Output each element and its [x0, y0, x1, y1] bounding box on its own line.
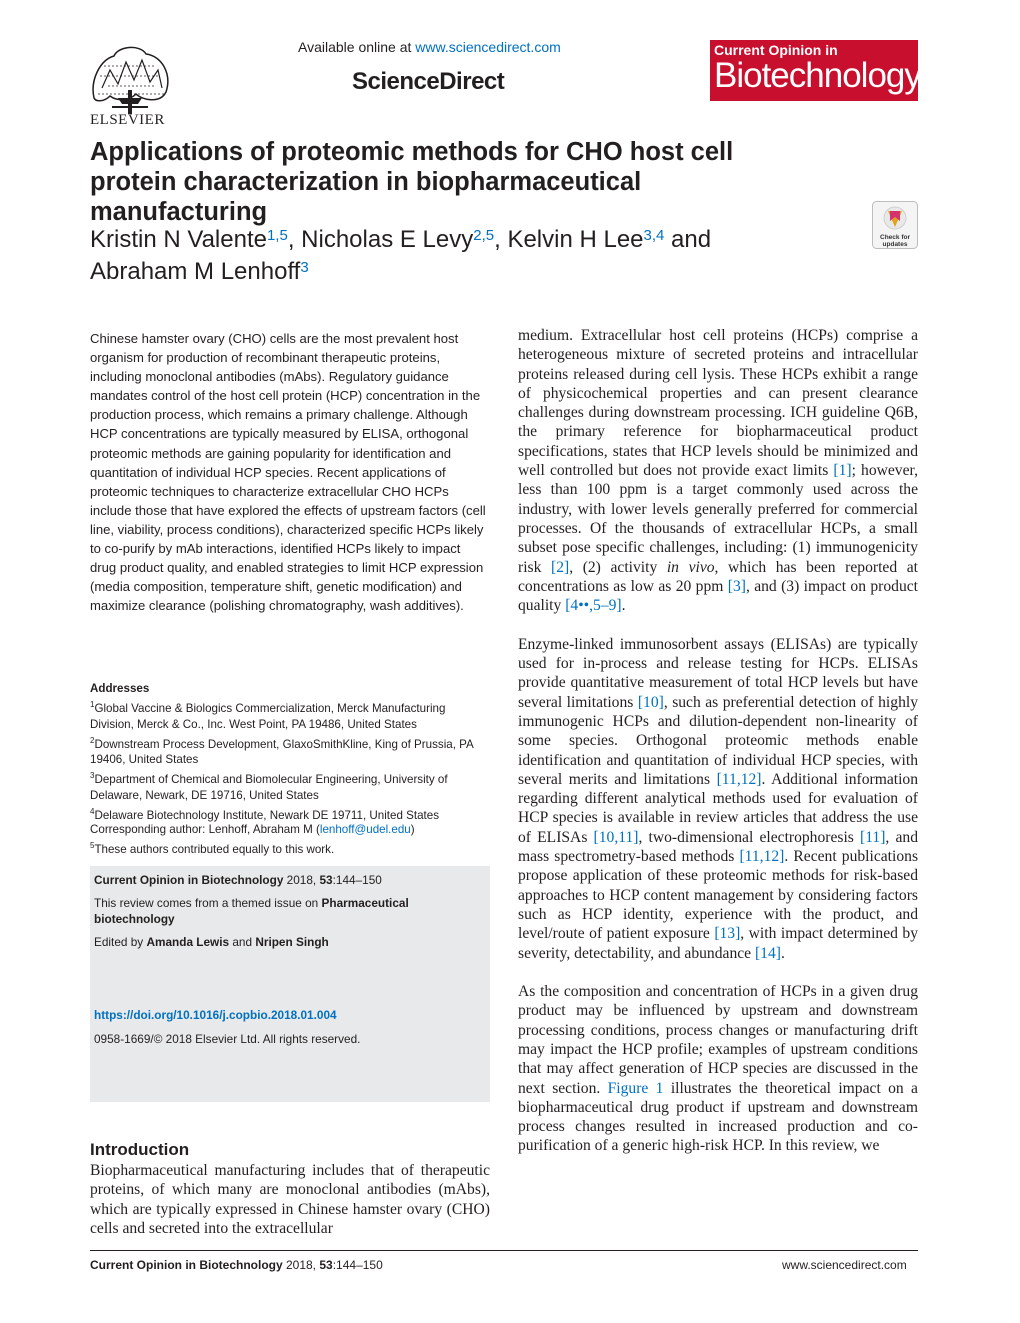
citation-link[interactable]: [11,12] — [716, 770, 762, 788]
infobox-year: 2018, — [283, 873, 320, 887]
introduction-heading: Introduction — [90, 1140, 190, 1159]
author-list — [90, 224, 810, 288]
address-number: 3 — [90, 771, 95, 781]
corresponding-email-link[interactable]: lenhoff@udel.edu — [319, 823, 411, 836]
footer-pages: :144–150 — [332, 1258, 383, 1272]
svg-text:Check for: Check for — [880, 234, 910, 241]
address-text: Department of Chemical and Biomolecular Engineering, University of Delaware, Newark, DE 19716, United States — [90, 773, 448, 803]
author-affiliation-sup[interactable]: 1,5 — [266, 227, 288, 244]
citation-link[interactable]: [11,12] — [739, 848, 785, 866]
body-text-run: medium. Extracellular host cell proteins (HCPs) comprise a heterogeneous mixture of secreted proteins and intracellular proteins released during cell lysis. These HCPs exhibit a range of physicochemical properties and can present clearance challenges during downstream processing. ICH guideline Q6B, the primary reference for biopharmaceutical product specifications, states that HCP levels should be minimized and well controlled but does not provide exact limits — [518, 327, 918, 480]
author-affiliation-sup[interactable]: 3,4 — [643, 227, 665, 244]
address-item — [90, 697, 490, 733]
available-prefix: Available online at — [298, 39, 416, 55]
author-separator: , — [287, 226, 302, 253]
corresponding-author-block — [90, 822, 490, 858]
footer-site-link[interactable]: www.sciencedirect.com — [782, 1258, 907, 1272]
infobox-copyright: 0958-1669/© 2018 Elsevier Ltd. All rights reserved. — [94, 1032, 361, 1046]
publisher-wordmark: ELSEVIER — [90, 112, 165, 128]
elsevier-tree-logo-icon — [88, 40, 172, 114]
body-text-run: , and mass spectrometry-based methods — [518, 828, 918, 866]
body-text-run: . — [621, 597, 626, 615]
doi-link[interactable]: https://doi.org/10.1016/j.copbio.2018.01.004 — [94, 1008, 337, 1022]
check-for-updates-icon[interactable] — [872, 201, 918, 249]
body-text-run: , and (3) impact on product quality — [518, 577, 918, 615]
body-text-run: . Additional information regarding different analytical methods used for evaluation of HCP species is available in review articles that address the use of ELISAs — [518, 770, 918, 846]
right-column-body — [518, 326, 918, 1156]
address-number: 2 — [90, 735, 95, 745]
addresses-list — [90, 697, 490, 824]
infobox-pages: :144–150 — [332, 873, 382, 887]
infobox-editors-and: and — [229, 935, 256, 949]
address-item — [90, 768, 490, 804]
author-affiliation-sup[interactable]: 2,5 — [473, 227, 495, 244]
infobox-journal: Current Opinion in Biotechnology — [94, 873, 284, 887]
citation-link[interactable]: [3] — [727, 577, 746, 595]
infobox-theme-prefix: This review comes from a themed issue on — [94, 896, 322, 910]
author-separator: and — [664, 226, 712, 253]
citation-link[interactable]: [13] — [714, 925, 741, 943]
addresses-block — [90, 681, 490, 824]
body-text-run: ; however, less than 100 ppm is a target commonly used across the industry, with lower levels generally preferred for commercial processes. Of the thousands of extracellular HCPs, a small subset pose specific challenges, including: (1) immunogenicity risk — [518, 462, 918, 576]
footer-year: 2018, — [282, 1258, 320, 1272]
article-title: Applications of proteomic methods for CHO host cell protein characterization in biopharmaceutical manufacturing — [90, 138, 734, 226]
infobox-theme — [94, 896, 484, 927]
body-text-run: Enzyme-linked immunosorbent assays (ELISAs) are typically used for in-process and release testing for HCPs. ELISAs provide quantitative measurement of total HCP levels but have several limitations — [518, 635, 918, 711]
equal-contribution-note — [90, 838, 490, 858]
body-text-run: , which has been reported at concentrations as low as 20 ppm — [518, 558, 918, 595]
body-paragraph-3 — [518, 982, 918, 1156]
article-info-box — [90, 866, 490, 1102]
author-separator: , — [494, 226, 508, 253]
corresponding-prefix: Corresponding author: Lenhoff, Abraham M ( — [90, 823, 320, 836]
citation-link[interactable]: [1] — [833, 462, 852, 480]
citation-link[interactable]: [10,11] — [593, 828, 639, 846]
equal-note-number: 5 — [90, 840, 95, 850]
address-text: Global Vaccine & Biologics Commercialization, Merck Manufacturing Division, Merck & Co., Inc. West Point, PA 19486, United States — [90, 701, 446, 731]
body-text-run: As the composition and concentration of HCPs in a given drug product may be influenced by upstream and downstream processing conditions, process changes or manufacturing drift may impact the HCP profile; examples of upstream conditions that may affect generation of HCP species are discussed in the next section. — [518, 983, 918, 1097]
svg-text:updates: updates — [882, 241, 908, 248]
address-number: 4 — [90, 806, 95, 816]
body-paragraph-2 — [518, 635, 918, 963]
body-text-run: illustrates the theoretical impact on a biopharmaceutical drug product if upstream and downstream process changes resulted in increased production and co-purification of a generic high-risk HCP. In this review, we — [518, 1079, 918, 1155]
available-online-line — [298, 39, 561, 55]
journal-banner-small: Current Opinion in — [714, 42, 838, 58]
citation-link[interactable]: [2] — [551, 558, 570, 576]
sciencedirect-link[interactable]: www.sciencedirect.com — [415, 39, 561, 55]
addresses-heading: Addresses — [90, 682, 150, 695]
equal-note-text: These authors contributed equally to this work. — [94, 842, 335, 856]
journal-banner — [710, 40, 921, 101]
author-name: Abraham M Lenhoff — [90, 258, 301, 285]
citation-link[interactable]: [4••,5–9] — [565, 597, 622, 615]
sciencedirect-wordmark: ScienceDirect — [352, 68, 505, 95]
figure-link[interactable]: Figure 1 — [607, 1079, 664, 1097]
citation-link[interactable]: [14] — [754, 944, 781, 962]
footer-volume: 53 — [319, 1258, 333, 1272]
journal-banner-big: Biotechnology — [714, 56, 921, 95]
body-text-run: , (2) activity — [569, 558, 667, 576]
address-item — [90, 733, 490, 769]
corresponding-suffix: ) — [410, 823, 415, 836]
citation-link[interactable]: [11] — [860, 828, 886, 846]
address-text: Downstream Process Development, GlaxoSmithKline, King of Prussia, PA 19406, United States — [90, 737, 474, 767]
infobox-editor-2: Nripen Singh — [255, 935, 329, 949]
body-text-run: , with impact determined by severity, detectability, and abundance — [518, 925, 918, 962]
abstract: Chinese hamster ovary (CHO) cells are the most prevalent host organism for production of recombinant therapeutic proteins, including monoclonal antibodies (mAbs). Regulatory guidance mandates control of the host cell protein (HCP) concentration in the production process, which remains a primary challenge. Although HCP concentrations are typically measured by ELISA, orthogonal proteomic methods are gaining popularity for identification and quantitation of individual HCP species. Recent applications of proteomic techniques to characterize extracellular CHO HCPs include those that have explored the effects of upstream factors (cell line, viability, process conditions), characterized specific HCPs likely to co-purify by mAb interactions, identified HCPs likely to impact drug product quality, and enabled strategies to limit HCP expression (media composition, temperature shift, genetic modification) and maximize clearance (polishing chromatography, wash additives). — [90, 331, 486, 614]
body-text-run: . Recent publications propose application of these proteomic methods for risk-based approaches to HCP content management by considering factors such as HCP identity, experience with the product, and level/route of patient exposure — [518, 848, 919, 943]
address-number: 1 — [90, 699, 95, 709]
corresponding-author-line — [90, 822, 490, 838]
body-text-run: , two-dimensional electrophoresis — [638, 828, 861, 846]
footer-citation — [90, 1258, 383, 1272]
citation-link[interactable]: [10] — [637, 693, 664, 711]
introduction-text: Biopharmaceutical manufacturing includes that of therapeutic proteins, of which many are monoclonal antibodies (mAbs), which are typically expressed in Chinese hamster ovary (CHO) cells and secreted into the extracellular — [90, 1162, 490, 1237]
body-paragraph-1 — [518, 326, 918, 615]
address-text: Delaware Biotechnology Institute, Newark DE 19711, United States — [94, 808, 440, 822]
author-name: Kelvin H Lee — [507, 226, 644, 253]
address-item — [90, 804, 490, 824]
author-name: Nicholas E Levy — [301, 226, 474, 253]
footer-journal: Current Opinion in Biotechnology — [90, 1258, 283, 1272]
infobox-doi — [94, 1008, 484, 1024]
author-name: Kristin N Valente — [90, 226, 267, 253]
infobox-theme-name: Pharmaceutical biotechnology — [94, 896, 409, 926]
italic-term: in vivo — [666, 558, 715, 576]
infobox-citation — [94, 873, 484, 889]
author-affiliation-sup[interactable]: 3 — [300, 259, 309, 276]
infobox-volume: 53 — [319, 873, 333, 887]
body-text-run: , such as preferential detection of highly immunogenic HCPs and dilution-dependent non-linearity of some species. Orthogonal proteomic methods enable identification and quantitation of individual HCP species, with several merits and limitations — [518, 693, 918, 788]
body-text-run: . — [780, 944, 785, 962]
infobox-editor-1: Amanda Lewis — [146, 935, 230, 949]
footer-divider — [90, 1250, 918, 1251]
infobox-edited-prefix: Edited by — [94, 935, 147, 949]
infobox-editors — [94, 935, 484, 951]
